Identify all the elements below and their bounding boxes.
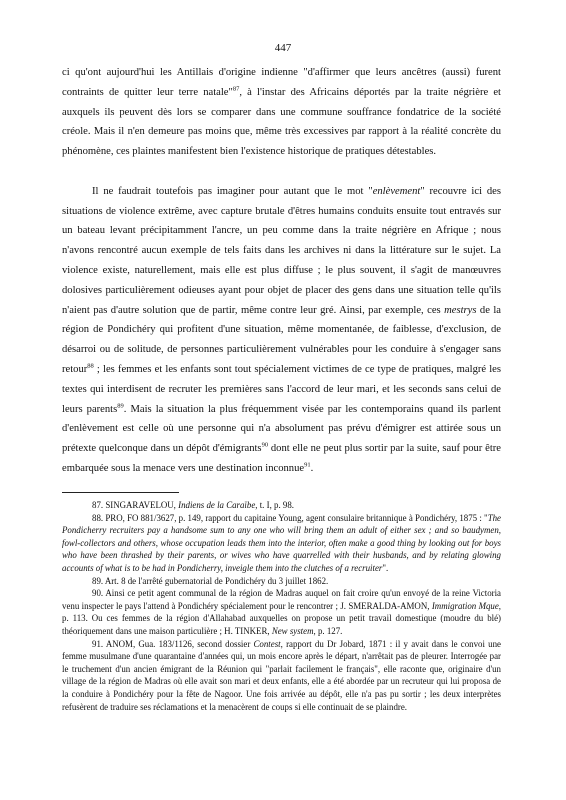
paragraph-2 bbox=[62, 182, 501, 479]
emphasis-mestrys: mestrys bbox=[444, 304, 477, 316]
emphasis-enlevement: enlèvement bbox=[372, 185, 421, 197]
paragraph-2-text-a: Il ne faudrait toutefois pas imaginer pour autant que le mot " bbox=[92, 185, 373, 197]
footnote-90-text-b: , p. 113. Ou ces femmes de la région d'Allahabad auxquelles on propose un petit travail domestique (moudre du blé) théoriquement dans une maison particulière ; H. TINKER, bbox=[62, 600, 501, 636]
footnote-90 bbox=[62, 587, 501, 637]
footnote-91 bbox=[62, 638, 501, 714]
footnote-90-title-a: Immigration Mque bbox=[431, 600, 499, 611]
footnote-88-end: ". bbox=[382, 562, 389, 573]
paragraph-2-text-e: . Mais la situation la plus fréquemment visée par les contemporains quand ils parlent d'enlèvement est celle où une personne qui n'a absolument pas prévu d'émigrer est attirée sous un prétexte quelconque dans un dépôt d'émigrants bbox=[62, 403, 501, 455]
page-number: 447 bbox=[274, 42, 292, 54]
paragraph-2-text-c: de la région de Pondichéry qui profitent d'une situation, même momentanée, de faiblesse, d'exclusion, de désarroi ou de solitude, de personnes particulièrement vulnérables pour les conduire à s'engager sans retour bbox=[62, 304, 501, 375]
footnote-89 bbox=[62, 575, 501, 588]
footnote-87-title: Indiens de la Caraïbe bbox=[178, 500, 256, 510]
footnote-91-text-a: 91. ANOM, Gua. 183/1126, second dossier bbox=[92, 638, 254, 649]
footnote-87-text: 87. SINGARAVELOU, bbox=[92, 500, 179, 510]
footnote-90-text-a: 90. Ainsi ce petit agent communal de la région de Madras auquel on fait croire qu'un envoyé de la reine Victoria venu inspecter le pays l'attend à Pondichéry spécialement pour le rencontrer ; J. SMERALDA-AMON, bbox=[62, 588, 501, 611]
paragraph-1-text-a: ci qu'ont aujourd'hui les Antillais d'origine indienne "d'affirmer que leurs ancêtres (aussi) furent contraints de quitter leur terre natale" bbox=[62, 67, 501, 98]
footnote-88-text: 88. PRO, FO 881/3627, p. 149, rapport du capitaine Young, agent consulaire britannique à Pondichéry, 1875 : " bbox=[92, 512, 488, 523]
paragraph-1-text-b: , à l'instar des Africains déportés par la traite négrière et auxquels ils peuvent dès lors se comparer dans une commune souffrance fondatrice de la société créole. Mais il n'en demeure pas moins que, même très excessives par rapport à la réalité concrète du phénomène, ces plaintes manifestent bien l'existence historique de pratiques détestables. bbox=[62, 86, 502, 158]
footnote-separator bbox=[62, 492, 179, 493]
footnote-89-text: 89. Art. 8 de l'arrêté gubernatorial de Pondichéry du 3 juillet 1862. bbox=[92, 575, 329, 586]
footnote-88 bbox=[62, 512, 501, 575]
footnote-91-title: Contest bbox=[253, 638, 281, 649]
footnote-87 bbox=[62, 499, 501, 512]
footnote-90-ref: , p. 127. bbox=[313, 625, 343, 636]
footnotes bbox=[62, 499, 501, 713]
paragraph-1 bbox=[62, 63, 501, 162]
paragraph-2-text-b: " recouvre ici des situations de violence extrême, avec capture brutale d'êtres humains conduits ensuite tout entravés sur un bateau levant précipitamment l'ancre, un peu comme dans la traite négrière en Afrique ; nous n'avons rencontré aucun exemple de tels faits dans les archives ni dans la littérature sur le sujet. La violence existe, naturellement, mais elle est plus diffuse ; le plus souvent, il s'agit de manœuvres dolosives particulièrement odieuses ayant pour objet de placer des gens dans une situation telle qu'ils n'aient pas d'autre solution que de partir, même contre leur gré. Ainsi, par exemple, ces bbox=[62, 185, 501, 316]
footnote-ref-91: 91 bbox=[304, 461, 311, 469]
paragraph-2-text-g: . bbox=[310, 462, 314, 474]
footnote-ref-89: 89 bbox=[117, 402, 124, 410]
footnote-88-quote: The Pondicherry recruiters pay a handsome sum to any one who will bring them an adult of either sex ; and so baudymen, fowl-collectors and others, whose occupation leads them into the interior, often make a good thing by looking out for boys who have been thrashed by their parents, or wives who have quarrelled with their husbands, and by relating glowing accounts of what is to be had in Pondicherry, inveigle them into the clutches of a recruiter bbox=[62, 512, 501, 573]
footnote-ref-88: 88 bbox=[87, 362, 94, 370]
footnote-ref-87: 87 bbox=[232, 85, 240, 93]
paragraph-spacer bbox=[62, 162, 501, 182]
paragraph-2-text-d: ; les femmes et les enfants sont tout spécialement victimes de ce type de pratiques, malgré les textes qui interdisent de recruter les premières sans l'accord de leur mari, et les seconds sans celui de leurs parents bbox=[62, 363, 501, 415]
footnote-91-text-b: , rapport du Dr Jobard, 1871 : il y avait dans le convoi une femme musulmane d'une quarantaine d'années qui, un mois encore après le départ, n'arrêtait pas de pleurer. Interrogée par le truchement d'un ancien émigrant de la Réunion qui "parlait facilement le français", elle raconte que, originaire d'un village de la région de Madras où elle avait son mari et deux enfants, elle a été abordée par un recruteur qui lui proposa de la conduire à Pondichéry pour la fête de Nagoor. Une fois arrivée au dépôt, elle n'a pas pu sortir ; les deux interprètes refusèrent de traduire ses réclamations et la menacèrent de coups si elle continuait de se plaindre. bbox=[62, 638, 501, 712]
body-text bbox=[62, 63, 501, 479]
footnote-90-title-b: New system bbox=[271, 625, 314, 636]
paragraph-2-text-f: dont elle ne peut plus sortir par la suite, sauf pour être embarquée sous la menace vers une destination inconnue bbox=[62, 443, 502, 474]
footnote-87-ref: , t. I, p. 98. bbox=[255, 500, 294, 510]
footnote-ref-90: 90 bbox=[261, 441, 269, 449]
